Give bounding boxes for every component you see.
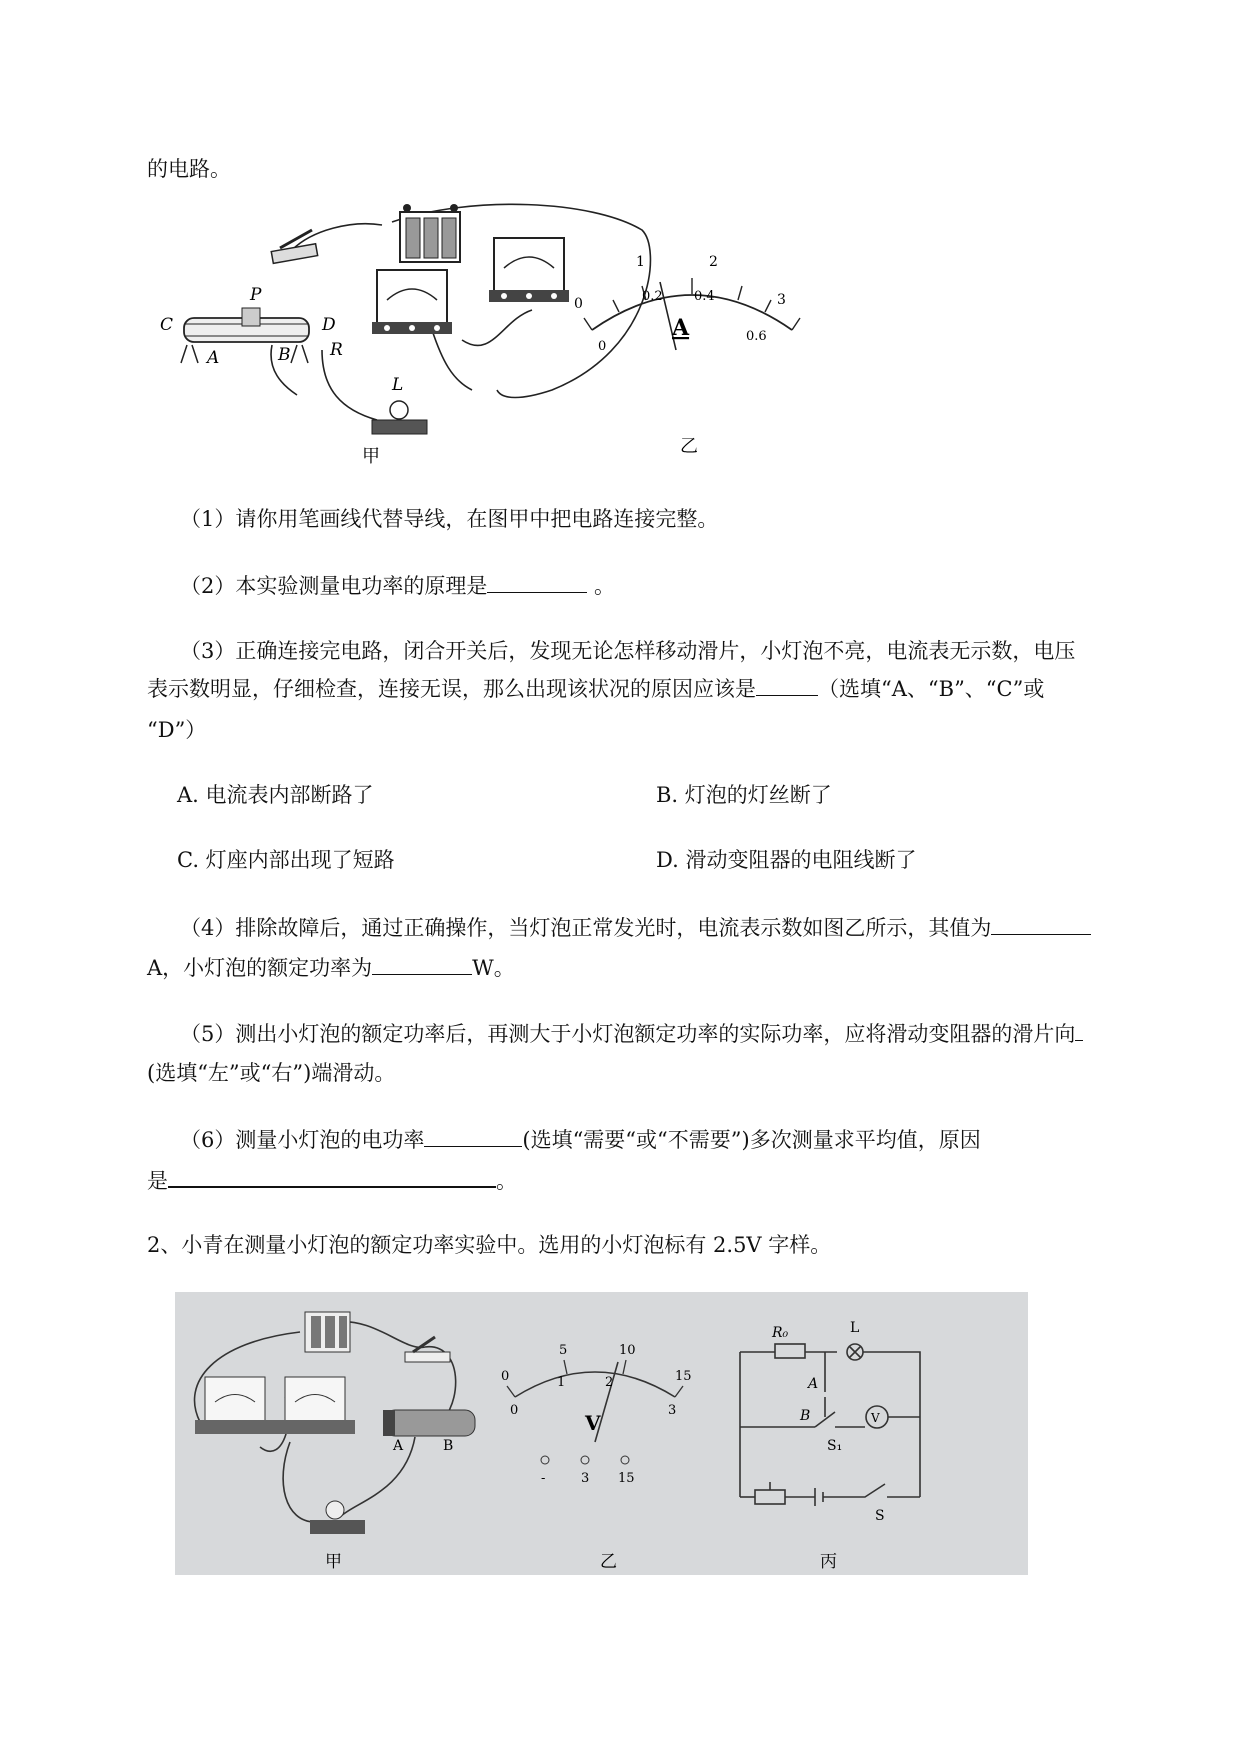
circuit-diagram bbox=[740, 1344, 920, 1506]
ammeter-dial bbox=[584, 278, 800, 350]
q1-part5-text: （5）测出小灯泡的额定功率后，再测大于小灯泡额定功率的实际功率，应将滑动变阻器的滑片向 bbox=[180, 1022, 1076, 1046]
circuit-label-b: B bbox=[800, 1408, 811, 1424]
q1-part4-blank-power[interactable] bbox=[372, 952, 472, 975]
ammeter-inner-tick-2: 0.4 bbox=[694, 289, 715, 304]
rheostat-label-d: D bbox=[322, 315, 336, 335]
ammeter-device-icon-2 bbox=[195, 1377, 275, 1434]
rheostat-symbol-icon bbox=[755, 1490, 785, 1504]
q1-part2-blank[interactable] bbox=[487, 570, 587, 593]
rheostat-label-p: P bbox=[250, 285, 262, 305]
q1-part6-blank-reason[interactable] bbox=[168, 1164, 496, 1188]
voltmeter-unit: V bbox=[585, 1411, 601, 1435]
q1-part4-line2 bbox=[147, 952, 515, 983]
q1-part3-text: 表示数明显，仔细检查，连接无误，那么出现该状况的原因应该是 bbox=[147, 677, 756, 701]
rheostat-label-r: R bbox=[330, 340, 343, 360]
intro-tail: 的电路。 bbox=[147, 157, 231, 181]
rheostat2-label-b: B bbox=[443, 1438, 454, 1454]
figure-2-photo bbox=[175, 1292, 1028, 1575]
q1-part2-end: 。 bbox=[587, 574, 616, 598]
q1-part3-line2 bbox=[147, 673, 1044, 704]
q1-part3-hint: （选填“A、“B”、“C”或 bbox=[818, 677, 1045, 701]
ammeter-inner-tick-3: 0.6 bbox=[746, 329, 767, 344]
q1-part6-text: （6）测量小灯泡的电功率 bbox=[180, 1128, 425, 1152]
ammeter-outer-tick-0: 0 bbox=[574, 296, 583, 312]
figure2-label-jia: 甲 bbox=[325, 1552, 342, 1572]
battery-icon-2 bbox=[305, 1312, 350, 1352]
voltmeter-inner-tick-0: 0 bbox=[510, 1403, 519, 1418]
voltmeter-terminal-3: 3 bbox=[581, 1471, 590, 1486]
voltmeter-outer-tick-5: 5 bbox=[559, 1343, 568, 1358]
voltmeter-icon bbox=[372, 270, 452, 334]
option-c: C. 灯座内部出现了短路 bbox=[177, 848, 395, 872]
q1-part4-blank-current[interactable] bbox=[991, 912, 1091, 935]
q1-part5-line1 bbox=[180, 1018, 1083, 1049]
voltmeter-terminal-neg: - bbox=[541, 1471, 546, 1486]
rheostat-label-b: B bbox=[278, 345, 291, 365]
figure-1 bbox=[160, 200, 872, 470]
q1-part4-text2: A，小灯泡的额定功率为 bbox=[147, 956, 373, 980]
figure2-label-yi: 乙 bbox=[600, 1552, 617, 1572]
q1-part6-blank[interactable] bbox=[424, 1124, 522, 1147]
q1-part6-line2 bbox=[147, 1164, 517, 1196]
ammeter-unit: A bbox=[672, 315, 690, 341]
figure1-label-jia: 甲 bbox=[362, 446, 380, 467]
ammeter-outer-tick-2: 2 bbox=[709, 254, 718, 270]
q1-part4-unit: W。 bbox=[472, 956, 515, 980]
voltmeter-inner-tick-1: 1 bbox=[557, 1375, 566, 1390]
q1-part6-line1 bbox=[180, 1124, 981, 1155]
q1-part2 bbox=[180, 570, 615, 601]
circuit-label-v: V bbox=[871, 1411, 880, 1425]
q1-part3-line1: （3）正确连接完电路，闭合开关后，发现无论怎样移动滑片，小灯泡不亮，电流表无示数，电压 bbox=[180, 639, 1076, 663]
q1-part4-line1 bbox=[180, 912, 1091, 943]
ammeter-outer-tick-3: 3 bbox=[777, 292, 786, 308]
option-b: B. 灯泡的灯丝断了 bbox=[656, 783, 832, 807]
circuit-label-s: S bbox=[875, 1508, 885, 1524]
circuit-label-s1: S₁ bbox=[827, 1438, 843, 1454]
q1-part6-text2: 是 bbox=[147, 1169, 168, 1193]
q1-part5-line2: (选填“左”或“右”)端滑动。 bbox=[147, 1061, 396, 1085]
lamp-label: L bbox=[392, 375, 404, 395]
q1-part6-hint: (选填“需要“或“不需要”)多次测量求平均值，原因 bbox=[522, 1128, 981, 1152]
rheostat-label-c: C bbox=[160, 315, 174, 335]
circuit-label-r0: R₀ bbox=[772, 1325, 789, 1341]
option-d: D. 滑动变阻器的电阻线断了 bbox=[656, 848, 917, 872]
lamp-icon bbox=[372, 401, 427, 434]
voltmeter-outer-tick-10: 10 bbox=[619, 1343, 636, 1358]
q2-stem: 2、小青在测量小灯泡的额定功率实验中。选用的小灯泡标有 2.5V 字样。 bbox=[147, 1233, 832, 1257]
voltmeter-device-icon-2 bbox=[275, 1377, 355, 1434]
rheostat2-label-a: A bbox=[393, 1438, 404, 1454]
q1-part5-blank[interactable] bbox=[1075, 1018, 1083, 1041]
voltmeter-inner-tick-3: 3 bbox=[668, 1403, 677, 1418]
voltmeter-terminal-15: 15 bbox=[618, 1471, 635, 1486]
ammeter-inner-tick-0: 0 bbox=[598, 339, 607, 354]
q1-part4-text: （4）排除故障后，通过正确操作，当灯泡正常发光时，电流表示数如图乙所示，其值为 bbox=[180, 916, 992, 940]
figure1-label-yi: 乙 bbox=[680, 436, 698, 457]
figure2-label-bing: 丙 bbox=[820, 1552, 837, 1572]
voltmeter-outer-tick-0: 0 bbox=[501, 1369, 510, 1384]
ammeter-device-icon bbox=[489, 238, 569, 302]
rheostat-icon-2 bbox=[383, 1410, 475, 1436]
ammeter-outer-tick-1: 1 bbox=[636, 254, 645, 270]
circuit-label-a: A bbox=[808, 1376, 819, 1392]
q1-part3-blank[interactable] bbox=[756, 673, 818, 696]
voltmeter-outer-tick-15: 15 bbox=[675, 1369, 692, 1384]
ammeter-inner-tick-1: 0.2 bbox=[642, 289, 663, 304]
q1-part3-line3: “D”） bbox=[147, 718, 207, 742]
q1-part6-end: 。 bbox=[496, 1169, 517, 1193]
resistor-r0-icon bbox=[775, 1344, 805, 1358]
rheostat-label-a: A bbox=[207, 348, 220, 368]
q1-part2-text: （2）本实验测量电功率的原理是 bbox=[180, 574, 488, 598]
switch-icon-2 bbox=[405, 1337, 450, 1362]
circuit-label-l: L bbox=[850, 1320, 860, 1336]
option-a: A. 电流表内部断路了 bbox=[177, 783, 374, 807]
voltmeter-inner-tick-2: 2 bbox=[605, 1375, 614, 1390]
battery-icon bbox=[400, 204, 460, 262]
q1-part1: （1）请你用笔画线代替导线，在图甲中把电路连接完整。 bbox=[180, 507, 719, 531]
